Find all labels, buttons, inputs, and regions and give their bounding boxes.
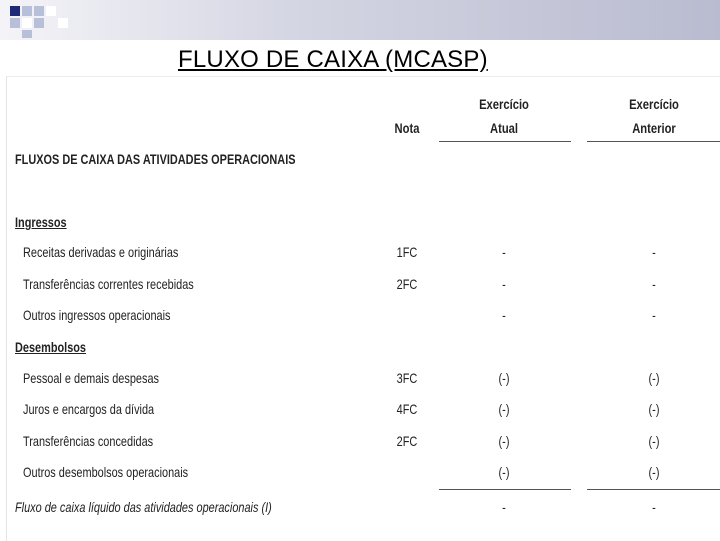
- header-anterior-line2: Anterior: [632, 120, 676, 136]
- total-label: Fluxo de caixa líquido das atividades operacionais (I): [15, 499, 272, 515]
- table-row: [7, 429, 720, 453]
- table-row: [7, 460, 720, 484]
- decor-square: [22, 30, 32, 38]
- row-label: Transferências concedidas: [23, 433, 154, 449]
- row-atual: (-): [498, 464, 510, 480]
- section-row: [7, 210, 720, 234]
- table-row: [7, 397, 720, 421]
- row-atual: (-): [498, 401, 510, 417]
- header-underline-atual: [439, 141, 571, 142]
- row-atual: -: [502, 276, 506, 292]
- row-nota: 2FC: [396, 276, 418, 292]
- row-label: Receitas derivadas e originárias: [23, 244, 179, 260]
- row-atual: (-): [498, 433, 510, 449]
- section-row: [7, 335, 720, 359]
- row-nota: 3FC: [396, 370, 418, 386]
- decor-square: [58, 18, 68, 28]
- cash-flow-table: [6, 76, 720, 541]
- row-nota: 2FC: [396, 433, 418, 449]
- row-anterior: (-): [648, 464, 660, 480]
- row-atual: -: [502, 244, 506, 260]
- table-row: [7, 366, 720, 390]
- row-anterior: -: [652, 244, 656, 260]
- total-anterior: -: [652, 499, 656, 515]
- slide-title: FLUXO DE CAIXA (MCASP): [178, 46, 488, 73]
- header-nota: Nota: [394, 120, 420, 136]
- row-label: Juros e encargos da dívida: [23, 401, 155, 417]
- decor-square: [22, 18, 32, 28]
- header-underline-anterior: [587, 141, 720, 142]
- main-heading: FLUXOS DE CAIXA DAS ATIVIDADES OPERACIONAIS: [15, 151, 296, 167]
- table-row: [7, 240, 720, 264]
- total-row: [7, 495, 720, 519]
- row-anterior: (-): [648, 370, 660, 386]
- total-separator-anterior: [587, 489, 720, 490]
- section-title: Desembolsos: [15, 339, 87, 355]
- total-atual: -: [502, 499, 506, 515]
- decor-square: [22, 6, 32, 16]
- row-nota: 1FC: [396, 244, 418, 260]
- row-atual: -: [502, 307, 506, 323]
- row-anterior: -: [652, 276, 656, 292]
- decor-square: [34, 18, 44, 28]
- table-row: [7, 303, 720, 327]
- row-anterior: -: [652, 307, 656, 323]
- row-anterior: (-): [648, 433, 660, 449]
- row-label: Pessoal e demais despesas: [23, 370, 159, 386]
- decor-square: [10, 6, 20, 16]
- row-anterior: (-): [648, 401, 660, 417]
- row-nota: 4FC: [396, 401, 418, 417]
- row-label: Transferências correntes recebidas: [23, 276, 194, 292]
- header-atual-line1: Exercício: [479, 96, 529, 112]
- decor-square: [34, 6, 44, 16]
- total-separator-atual: [439, 489, 571, 490]
- row-label: Outros desembolsos operacionais: [23, 464, 189, 480]
- row-label: Outros ingressos operacionais: [23, 307, 171, 323]
- decor-square: [10, 18, 20, 28]
- row-atual: (-): [498, 370, 510, 386]
- table-row: [7, 272, 720, 296]
- table-row: [7, 147, 720, 171]
- decor-square: [46, 6, 56, 16]
- header-anterior-line1: Exercício: [629, 96, 679, 112]
- header-atual-line2: Atual: [490, 120, 518, 136]
- header-decoration: [0, 0, 720, 40]
- section-title: Ingressos: [15, 214, 67, 230]
